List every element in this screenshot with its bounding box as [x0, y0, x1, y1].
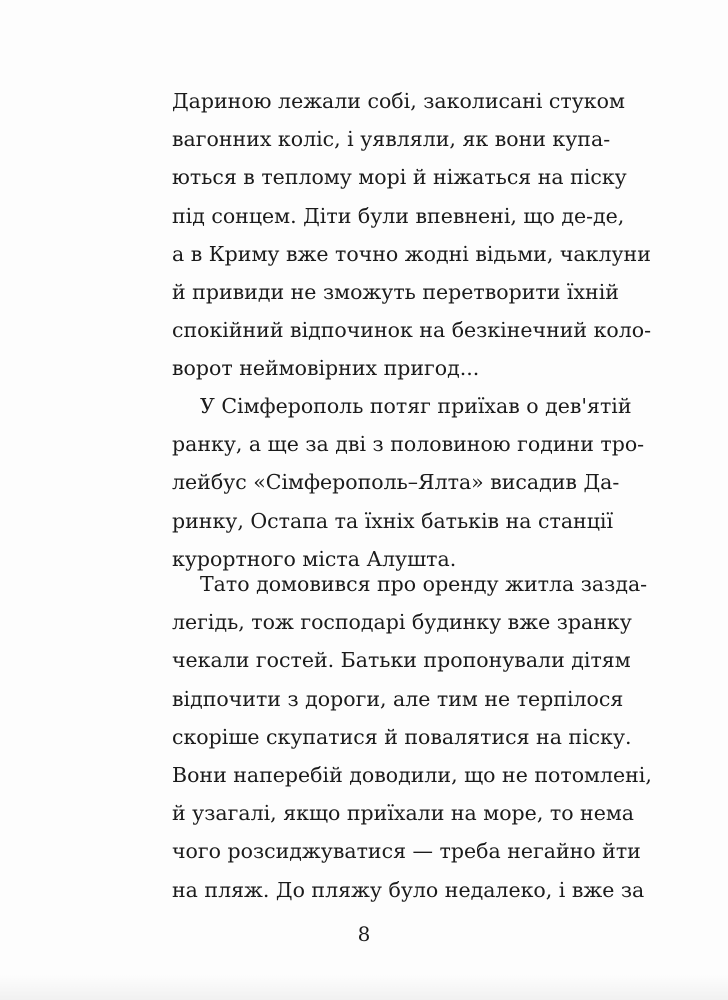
text-line: вагонних коліс, і уявляли, як вони купа- [172, 127, 611, 152]
text-line: ворот неймовірних пригод... [172, 356, 480, 381]
page-number: 8 [357, 922, 371, 946]
text-line: а в Криму вже точно жодні відьми, чаклуни [172, 241, 651, 266]
text-line: У Сімферополь потяг приїхав о дев'ятій [200, 394, 632, 418]
text-line: ринку, Остапа та їхніх батьків на станції [172, 508, 614, 533]
page-bottom-edge [0, 975, 728, 1000]
text-line: й привиди не зможуть перетворити їхній [172, 279, 619, 304]
text-line: спокійний відпочинок на безкінечний коло- [172, 318, 652, 343]
text-line: чого розсиджуватися — треба негайно йти [172, 839, 641, 864]
text-line: Тато домовився про оренду житла зазда- [200, 572, 648, 596]
text-line: чекали гостей. Батьки пропонували дітям [172, 648, 631, 673]
text-line: легідь, тож господарі будинку вже зранку [172, 610, 632, 635]
text-line: лейбус «Сімферополь–Ялта» висадив Да- [172, 470, 620, 495]
text-line: Дариною лежали собі, заколисані стуком [172, 89, 625, 113]
text-line: ранку, а ще за дві з половиною години тро- [172, 432, 645, 457]
text-line: курортного міста Алушта. [172, 546, 457, 571]
paragraph-3 [172, 565, 652, 909]
text-line: відпочити з дороги, але тим не терпілося [172, 686, 624, 711]
paragraph-2 [172, 387, 645, 578]
text-line: на пляж. До пляжу було недалеко, і вже за [172, 877, 645, 902]
text-line: скоріше скупатися й повалятися на піску. [172, 724, 632, 749]
text-line: й узагалі, якщо приїхали на море, то нема [172, 801, 635, 826]
paragraph-1 [172, 82, 652, 388]
text-line: ються в теплому морі й ніжаться на піску [172, 165, 627, 190]
text-line: під сонцем. Діти були впевнені, що де-де, [172, 203, 625, 228]
text-line: Вони наперебій доводили, що не потомлені, [172, 762, 652, 787]
